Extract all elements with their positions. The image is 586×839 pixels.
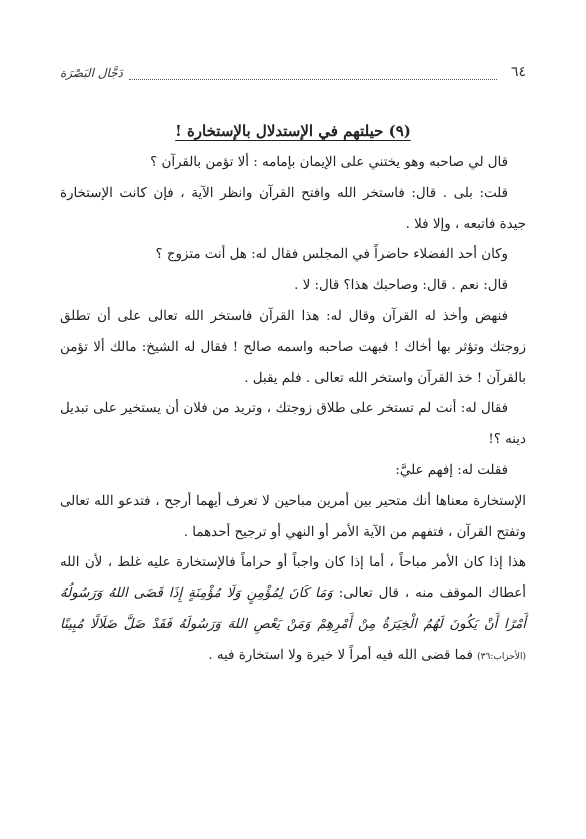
paragraph: فقال له: أنت لم تستخر على طلاق زوجتك ، وتريد من فلان أن يستخير على تبديل دينه ؟! bbox=[60, 401, 526, 448]
body-text bbox=[60, 148, 526, 673]
paragraph: الإستخارة معناها أنك متحير بين أمرين مباحين لا تعرف أيهما أرجح ، فتدعو الله تعالى وتفتح القرآن ، فتفهم من الآية الأمر أو النهي أو ترجيح أحدهما . bbox=[60, 493, 526, 540]
section-title: (٩) حيلتهم في الإستدلال بالإستخارة ! bbox=[175, 122, 411, 140]
paragraph: قلت: بلى . قال: فاستخر الله وافتح القرآن وانظر الآية ، فإن كانت الإستخارة جيدة فاتبعه ، وإلا فلا . bbox=[60, 185, 526, 232]
paragraph: فنهض وأخذ له القرآن وقال له: هذا القرآن فاستخر الله تعالى على أن تطلق زوجتك وتؤثر بها أخاك ! فبهت صاحبه واسمه صالح ! فقال له الشيخ: مالك ألا تؤمن بالقرآن ! خذ القرآن واستخر الله تعالى . فلم يقبل . bbox=[60, 308, 526, 386]
verse-conclusion: فما قضى الله فيه أمراً لا خيرة ولا استخارة فيه . bbox=[208, 647, 473, 663]
paragraph: وكان أحد الفضلاء حاضراً في المجلس فقال له: هل أنت متزوج ؟ bbox=[155, 247, 508, 263]
paragraph: قال: نعم . قال: وصاحبك هذا؟ قال: لا . bbox=[294, 278, 508, 294]
page-number: ٦٤ bbox=[510, 64, 526, 80]
page-header bbox=[60, 60, 526, 80]
paragraph-lead: هذا إذا كان الأمر مباحاً ، أما إذا كان واجباً أو حراماً فالإستخارة عليه غلط ، لأن الله أعطاك الموقف منه ، قال تعالى: bbox=[60, 555, 526, 602]
quran-paragraph bbox=[60, 548, 526, 672]
verse-reference: (الأحزاب:٣٦) bbox=[477, 651, 526, 662]
quran-verse: وَمَا كَانَ لِمُؤْمِنٍ وَلَا مُؤْمِنَةٍ إِذَا قَضَى اللهُ وَرَسُولُهُ أَمْرًا أَنْ يَكُونَ لَهُمُ الْخِيَرَةُ مِنْ أَمْرِهِمْ وَمَنْ يَعْصِ اللهَ وَرَسُولَهُ فَقَدْ ضَلَّ ضَلَالًا مُبِينًا bbox=[60, 586, 526, 632]
header-rule bbox=[129, 71, 497, 80]
paragraph: فقلت له: إفهم عليَّ: bbox=[395, 462, 508, 478]
book-page bbox=[60, 60, 526, 673]
running-title: دَجَّال البَصْرَة bbox=[60, 66, 123, 80]
paragraph: قال لي صاحبه وهو يختني على الإيمان بإمامه : ألا تؤمن بالقرآن ؟ bbox=[150, 155, 508, 170]
